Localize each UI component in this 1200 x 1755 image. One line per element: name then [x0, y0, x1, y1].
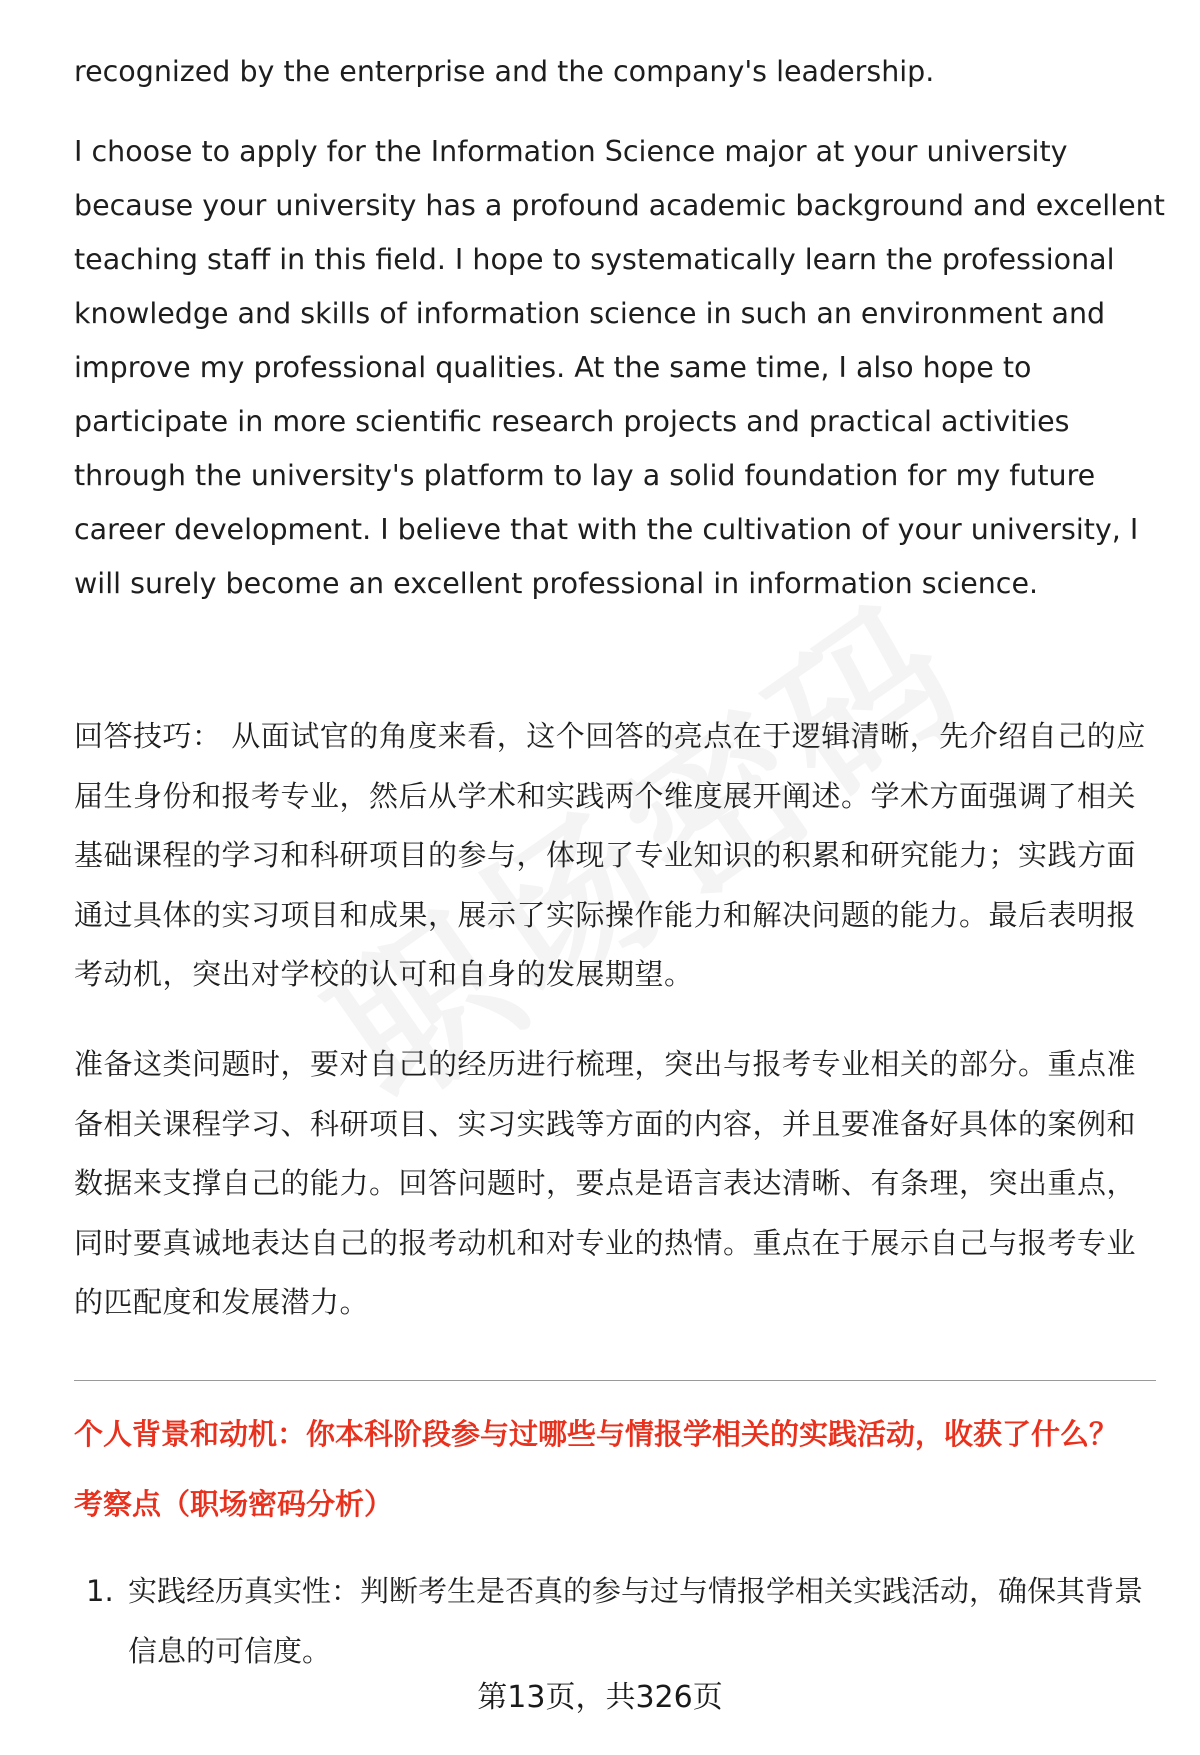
- answer-line: through the university's platform to lay a solid foundation for my future: [74, 459, 1096, 492]
- answer-line: career development. I believe that with the cultivation of your university, I: [74, 513, 1139, 546]
- answer-tips-paragraph: 回答技巧： 从面试官的角度来看，这个回答的亮点在于逻辑清晰，先介绍自己的应届生身份和报考专业，然后从学术和实践两个维度展开阐述。学术方面强调了相关基础课程的学习和科研项目的参与，体现了专业知识的积累和研究能力；实践方面通过具体的实习项目和成果，展示了实际操作能力和解决问题的能力。最后表明报考动机，突出对学校的认可和自身的发展期望。: [74, 719, 1146, 991]
- answer-line: improve my professional qualities. At the same time, I also hope to: [74, 351, 1032, 384]
- analysis-heading: 考察点（职场密码分析）: [74, 1487, 394, 1521]
- answer-line: recognized by the enterprise and the company's leadership.: [74, 55, 935, 88]
- list-item-number: 1.: [86, 1574, 114, 1608]
- answer-line: because your university has a profound academic background and excellent: [74, 189, 1165, 222]
- answer-line: knowledge and skills of information science in such an environment and: [74, 297, 1106, 330]
- list-item: [74, 1562, 1160, 1681]
- answer-line: will surely become an excellent professional in information science.: [74, 567, 1039, 600]
- question-heading: 个人背景和动机：你本科阶段参与过哪些与情报学相关的实践活动，收获了什么？: [74, 1417, 1119, 1451]
- page-number-footer: 第13页，共326页: [477, 1680, 723, 1715]
- answer-line: teaching staff in this field. I hope to systematically learn the professional: [74, 243, 1115, 276]
- list-item-text: 实践经历真实性：判断考生是否真的参与过与情报学相关实践活动，确保其背景信息的可信度。: [128, 1574, 1144, 1668]
- section-divider: [74, 1380, 1156, 1381]
- preparation-paragraph: 准备这类问题时，要对自己的经历进行梳理，突出与报考专业相关的部分。重点准备相关课程学习、科研项目、实习实践等方面的内容，并且要准备好具体的案例和数据来支撑自己的能力。回答问题时，要点是语言表达清晰、有条理，突出重点，同时要真诚地表达自己的报考动机和对专业的热情。重点在于展示自己与报考专业的匹配度和发展潜力。: [74, 1047, 1137, 1319]
- answer-line: I choose to apply for the Information Science major at your university: [74, 135, 1068, 168]
- answer-line: participate in more scientific research projects and practical activities: [74, 405, 1070, 438]
